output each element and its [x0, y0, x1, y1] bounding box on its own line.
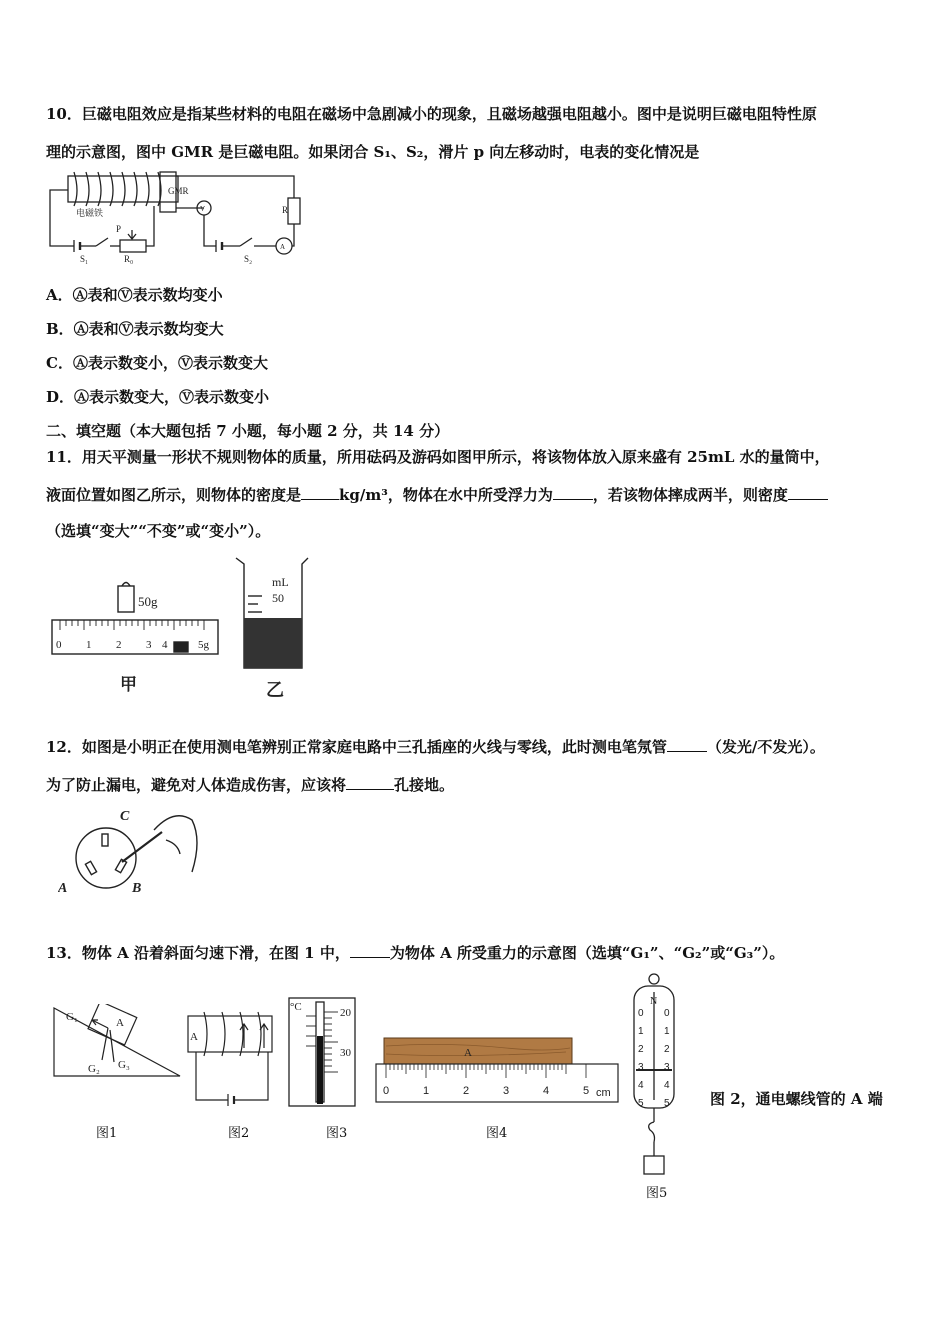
scale-n: N: [650, 996, 658, 1007]
cylinder-unit: mL: [272, 575, 289, 589]
q10-option-a: A．Ⓐ表和Ⓥ表示数均变小: [46, 286, 223, 304]
scale-r-1: 1: [664, 1026, 670, 1037]
scale-l-5: 5: [638, 1098, 644, 1109]
fig4-caption: 图4: [486, 1126, 508, 1141]
fig2-caption: 图2: [228, 1126, 250, 1141]
scale-r-0: 0: [664, 1008, 670, 1019]
ruler-tick-3: 3: [503, 1085, 510, 1097]
scale-r-2: 2: [664, 1044, 670, 1055]
fig4-ruler: [374, 1036, 620, 1106]
gmr-label: GMR: [168, 186, 189, 196]
q10-option-d: D．Ⓐ表示数变大，Ⓥ表示数变小: [46, 388, 270, 406]
q13-note: 图 2，通电螺线管的 A 端: [710, 1090, 883, 1108]
scale-l-0: 0: [638, 1008, 644, 1019]
q12-line2: 为了防止漏电，避免对人体造成伤害，应该将 孔接地。: [46, 776, 455, 794]
scale-l-4: 4: [638, 1080, 644, 1091]
q11-line1: 11．用天平测量一形状不规则物体的质量，所用砝码及游码如图甲所示，将该物体放入原来盛有 25mL 水的量筒中，: [46, 448, 830, 466]
g3-label: G₃: [118, 1059, 130, 1071]
p-label: P: [116, 224, 122, 234]
socket-a: A: [58, 881, 68, 896]
socket-c: C: [120, 809, 130, 824]
section2-heading: 二、填空题（本大题包括 7 小题，每小题 2 分，共 14 分）: [46, 422, 450, 440]
socket-b: B: [132, 881, 142, 896]
tick-4: 4: [162, 639, 168, 651]
thermo-unit: °C: [290, 1001, 302, 1013]
ruler-tick-2: 2: [463, 1085, 470, 1097]
label-jia: 甲: [120, 675, 137, 694]
wood-block-a: A: [464, 1047, 472, 1059]
ruler-tick-4: 4: [543, 1085, 550, 1097]
q10-line2: 理的示意图，图中 GMR 是巨磁电阻。如果闭合 S₁、S₂，滑片 p 向左移动时，电表的变化情况是: [46, 143, 700, 161]
balance-ruler-figure: [50, 580, 220, 695]
scale-l-1: 1: [638, 1026, 644, 1037]
fig1-caption: 图1: [96, 1126, 118, 1141]
measuring-cylinder-figure: [232, 556, 312, 702]
scale-l-2: 2: [638, 1044, 644, 1055]
solenoid-a-label: A: [190, 1031, 198, 1043]
scale-r-4: 4: [664, 1080, 670, 1091]
cylinder-50: 50: [272, 591, 284, 605]
fig5-spring-scale: [628, 972, 680, 1178]
scale-l-3: 3: [638, 1062, 644, 1073]
label-yi: 乙: [266, 680, 284, 700]
block-a-label: A: [116, 1017, 124, 1029]
thermo-20: 20: [340, 1007, 351, 1019]
tick-5g: 5g: [198, 639, 209, 651]
fig3-caption: 图3: [326, 1126, 348, 1141]
s1-label: S₁: [80, 254, 89, 264]
ruler-tick-5: 5: [583, 1085, 590, 1097]
thermo-30: 30: [340, 1047, 351, 1059]
q13-line1: 13．物体 A 沿着斜面匀速下滑，在图 1 中， 为物体 A 所受重力的示意图（选填“G₁”、“G₂”或“G₃”）。: [46, 944, 785, 962]
q12-line1: 12．如图是小明正在使用测电笔辨别正常家庭电路中三孔插座的火线与零线，此时测电笔氖管 （发光/不发光）。: [46, 738, 825, 756]
fig2-solenoid: [184, 1010, 274, 1106]
s2-label: S₂: [244, 254, 253, 264]
fig1-incline: [52, 1004, 184, 1080]
q10-option-c: C．Ⓐ表示数变小，Ⓥ表示数变大: [46, 354, 268, 372]
r-label: R: [282, 205, 289, 215]
q10-option-b: B．Ⓐ表和Ⓥ表示数均变大: [46, 320, 224, 338]
q11-line3: （选填“变大”“不变”或“变小”）。: [46, 522, 271, 540]
ruler-unit: cm: [596, 1087, 611, 1099]
tick-2: 2: [116, 639, 122, 651]
r0-label: R₀: [124, 254, 134, 264]
q11-line2: 液面位置如图乙所示，则物体的密度是 kg/m³，物体在水中所受浮力为 ，若该物体摔成两半，则密度: [46, 484, 828, 505]
q10-line1: 10．巨磁电阻效应是指某些材料的电阻在磁场中急剧减小的现象，且磁场越强电阻越小。图中是说明巨磁电阻特性原: [46, 105, 817, 123]
tick-0: 0: [56, 639, 62, 651]
scale-r-3: 3: [664, 1062, 670, 1073]
g2-label: G₂: [88, 1063, 100, 1075]
q10-circuit-figure: [44, 168, 306, 264]
g1-label: G₁: [66, 1011, 78, 1023]
tick-1: 1: [86, 639, 92, 651]
voltmeter-label: V: [200, 205, 206, 213]
ruler-tick-0: 0: [383, 1085, 390, 1097]
socket-tester-figure: [58, 806, 208, 898]
ammeter-label: A: [280, 243, 286, 251]
scale-r-5: 5: [664, 1098, 670, 1109]
fig3-thermometer: [286, 996, 358, 1110]
weight-label: 50g: [138, 594, 158, 609]
ruler-tick-1: 1: [423, 1085, 430, 1097]
tick-3: 3: [146, 639, 152, 651]
electromagnet-label: 电磁铁: [76, 208, 104, 218]
fig5-caption: 图5: [646, 1186, 668, 1201]
